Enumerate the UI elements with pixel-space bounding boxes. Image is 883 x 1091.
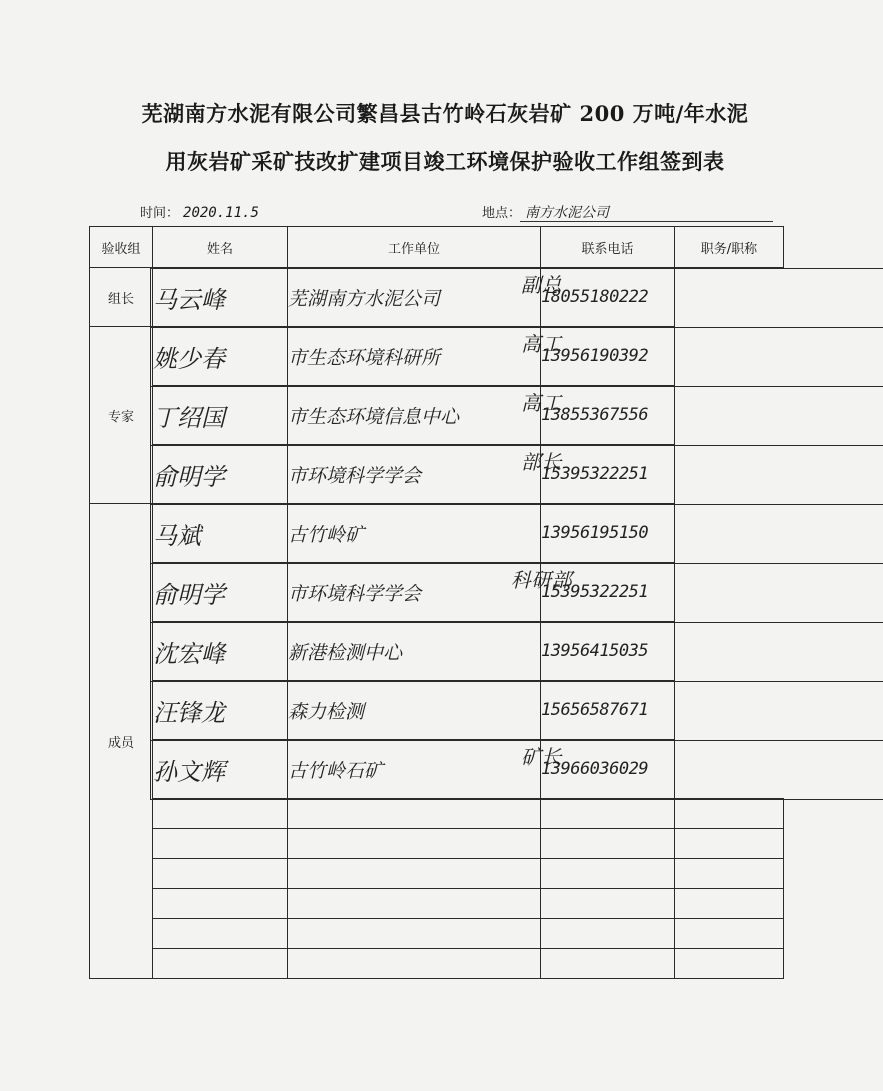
- phone-cell: 13855367556: [541, 386, 675, 445]
- group-leader-label: 组长: [90, 268, 153, 327]
- header-group: 验收组: [90, 227, 153, 268]
- place-value: 南方水泥公司: [525, 205, 610, 221]
- empty-cell: [675, 799, 784, 829]
- header-unit: 工作单位: [288, 227, 541, 268]
- title-cell: 科研部: [150, 563, 883, 623]
- name-cell: 姚少春: [153, 327, 288, 386]
- page-title-line-2: 用灰岩矿采矿技改扩建项目竣工环境保护验收工作组签到表: [165, 149, 725, 174]
- attendance-table: [89, 226, 784, 979]
- title-cell: 矿长: [150, 740, 883, 800]
- time-value: 2020.11.5: [183, 205, 259, 221]
- header-title: 职务/职称: [675, 227, 784, 268]
- phone-cell: 13956415035: [541, 622, 675, 681]
- unit-cell: 市环境科学学会: [288, 563, 541, 622]
- table-row: [90, 740, 784, 799]
- table-row-empty: [90, 799, 784, 829]
- empty-cell: [153, 949, 288, 979]
- name-cell: 丁绍国: [153, 386, 288, 445]
- empty-cell: [288, 889, 541, 919]
- title-cell: 副总: [150, 268, 883, 328]
- empty-cell: [288, 829, 541, 859]
- table-row-empty: [90, 889, 784, 919]
- table-row: [90, 622, 784, 681]
- empty-cell: [288, 949, 541, 979]
- title-cell: 部长: [150, 445, 883, 505]
- empty-cell: [675, 949, 784, 979]
- table-row: [90, 504, 784, 563]
- phone-cell: 13966036029: [541, 740, 675, 799]
- table-row: [90, 445, 784, 504]
- empty-cell: [153, 799, 288, 829]
- unit-cell: 古竹岭石矿: [288, 740, 541, 799]
- empty-cell: [541, 919, 675, 949]
- empty-cell: [153, 859, 288, 889]
- table-row-empty: [90, 919, 784, 949]
- table-row: [90, 386, 784, 445]
- table-header-row: [90, 227, 784, 268]
- empty-cell: [541, 829, 675, 859]
- unit-cell: 新港检测中心: [288, 622, 541, 681]
- name-cell: 孙文辉: [153, 740, 288, 799]
- name-cell: 马斌: [153, 504, 288, 563]
- unit-cell: 森力检测: [288, 681, 541, 740]
- group-members-label: 成员: [90, 504, 153, 979]
- meeting-time: [140, 202, 259, 221]
- group-experts-label: 专家: [90, 327, 153, 504]
- unit-cell: 芜湖南方水泥公司: [288, 268, 541, 327]
- place-label: 地点：: [482, 206, 522, 221]
- table-row-empty: [90, 949, 784, 979]
- time-label: 时间：: [140, 206, 180, 221]
- phone-cell: 15395322251: [541, 445, 675, 504]
- table-row-empty: [90, 859, 784, 889]
- table-row-empty: [90, 829, 784, 859]
- empty-cell: [288, 799, 541, 829]
- empty-cell: [288, 919, 541, 949]
- header-phone: 联系电话: [541, 227, 675, 268]
- phone-cell: 18055180222: [541, 268, 675, 327]
- title-cell: [150, 622, 883, 682]
- unit-cell: 市生态环境信息中心: [288, 386, 541, 445]
- table-row: [90, 268, 784, 327]
- empty-cell: [153, 919, 288, 949]
- empty-cell: [541, 949, 675, 979]
- name-cell: 俞明学: [153, 563, 288, 622]
- empty-cell: [153, 829, 288, 859]
- unit-cell: 市环境科学学会: [288, 445, 541, 504]
- empty-cell: [541, 859, 675, 889]
- name-cell: 沈宏峰: [153, 622, 288, 681]
- table-row: [90, 327, 784, 386]
- phone-cell: 15656587671: [541, 681, 675, 740]
- phone-cell: 13956195150: [541, 504, 675, 563]
- empty-cell: [675, 859, 784, 889]
- empty-cell: [288, 859, 541, 889]
- phone-cell: 13956190392: [541, 327, 675, 386]
- empty-cell: [153, 889, 288, 919]
- header-name: 姓名: [153, 227, 288, 268]
- empty-cell: [675, 919, 784, 949]
- title-cell: [150, 504, 883, 564]
- empty-cell: [675, 829, 784, 859]
- table-row: [90, 563, 784, 622]
- name-cell: 马云峰: [153, 268, 288, 327]
- phone-cell: 15395322251: [541, 563, 675, 622]
- meeting-place: [482, 202, 609, 222]
- table-row: [90, 681, 784, 740]
- empty-cell: [541, 889, 675, 919]
- unit-cell: 市生态环境科研所: [288, 327, 541, 386]
- title-cell: 高工: [150, 327, 883, 387]
- empty-cell: [675, 889, 784, 919]
- title-cell: [150, 681, 883, 741]
- name-cell: 俞明学: [153, 445, 288, 504]
- place-underline: [520, 221, 773, 222]
- unit-cell: 古竹岭矿: [288, 504, 541, 563]
- empty-cell: [541, 799, 675, 829]
- title-cell: 高工: [150, 386, 883, 446]
- page-title-line-1: 芜湖南方水泥有限公司繁昌县古竹岭石灰岩矿 200 万吨/年水泥: [141, 101, 749, 126]
- name-cell: 汪锋龙: [153, 681, 288, 740]
